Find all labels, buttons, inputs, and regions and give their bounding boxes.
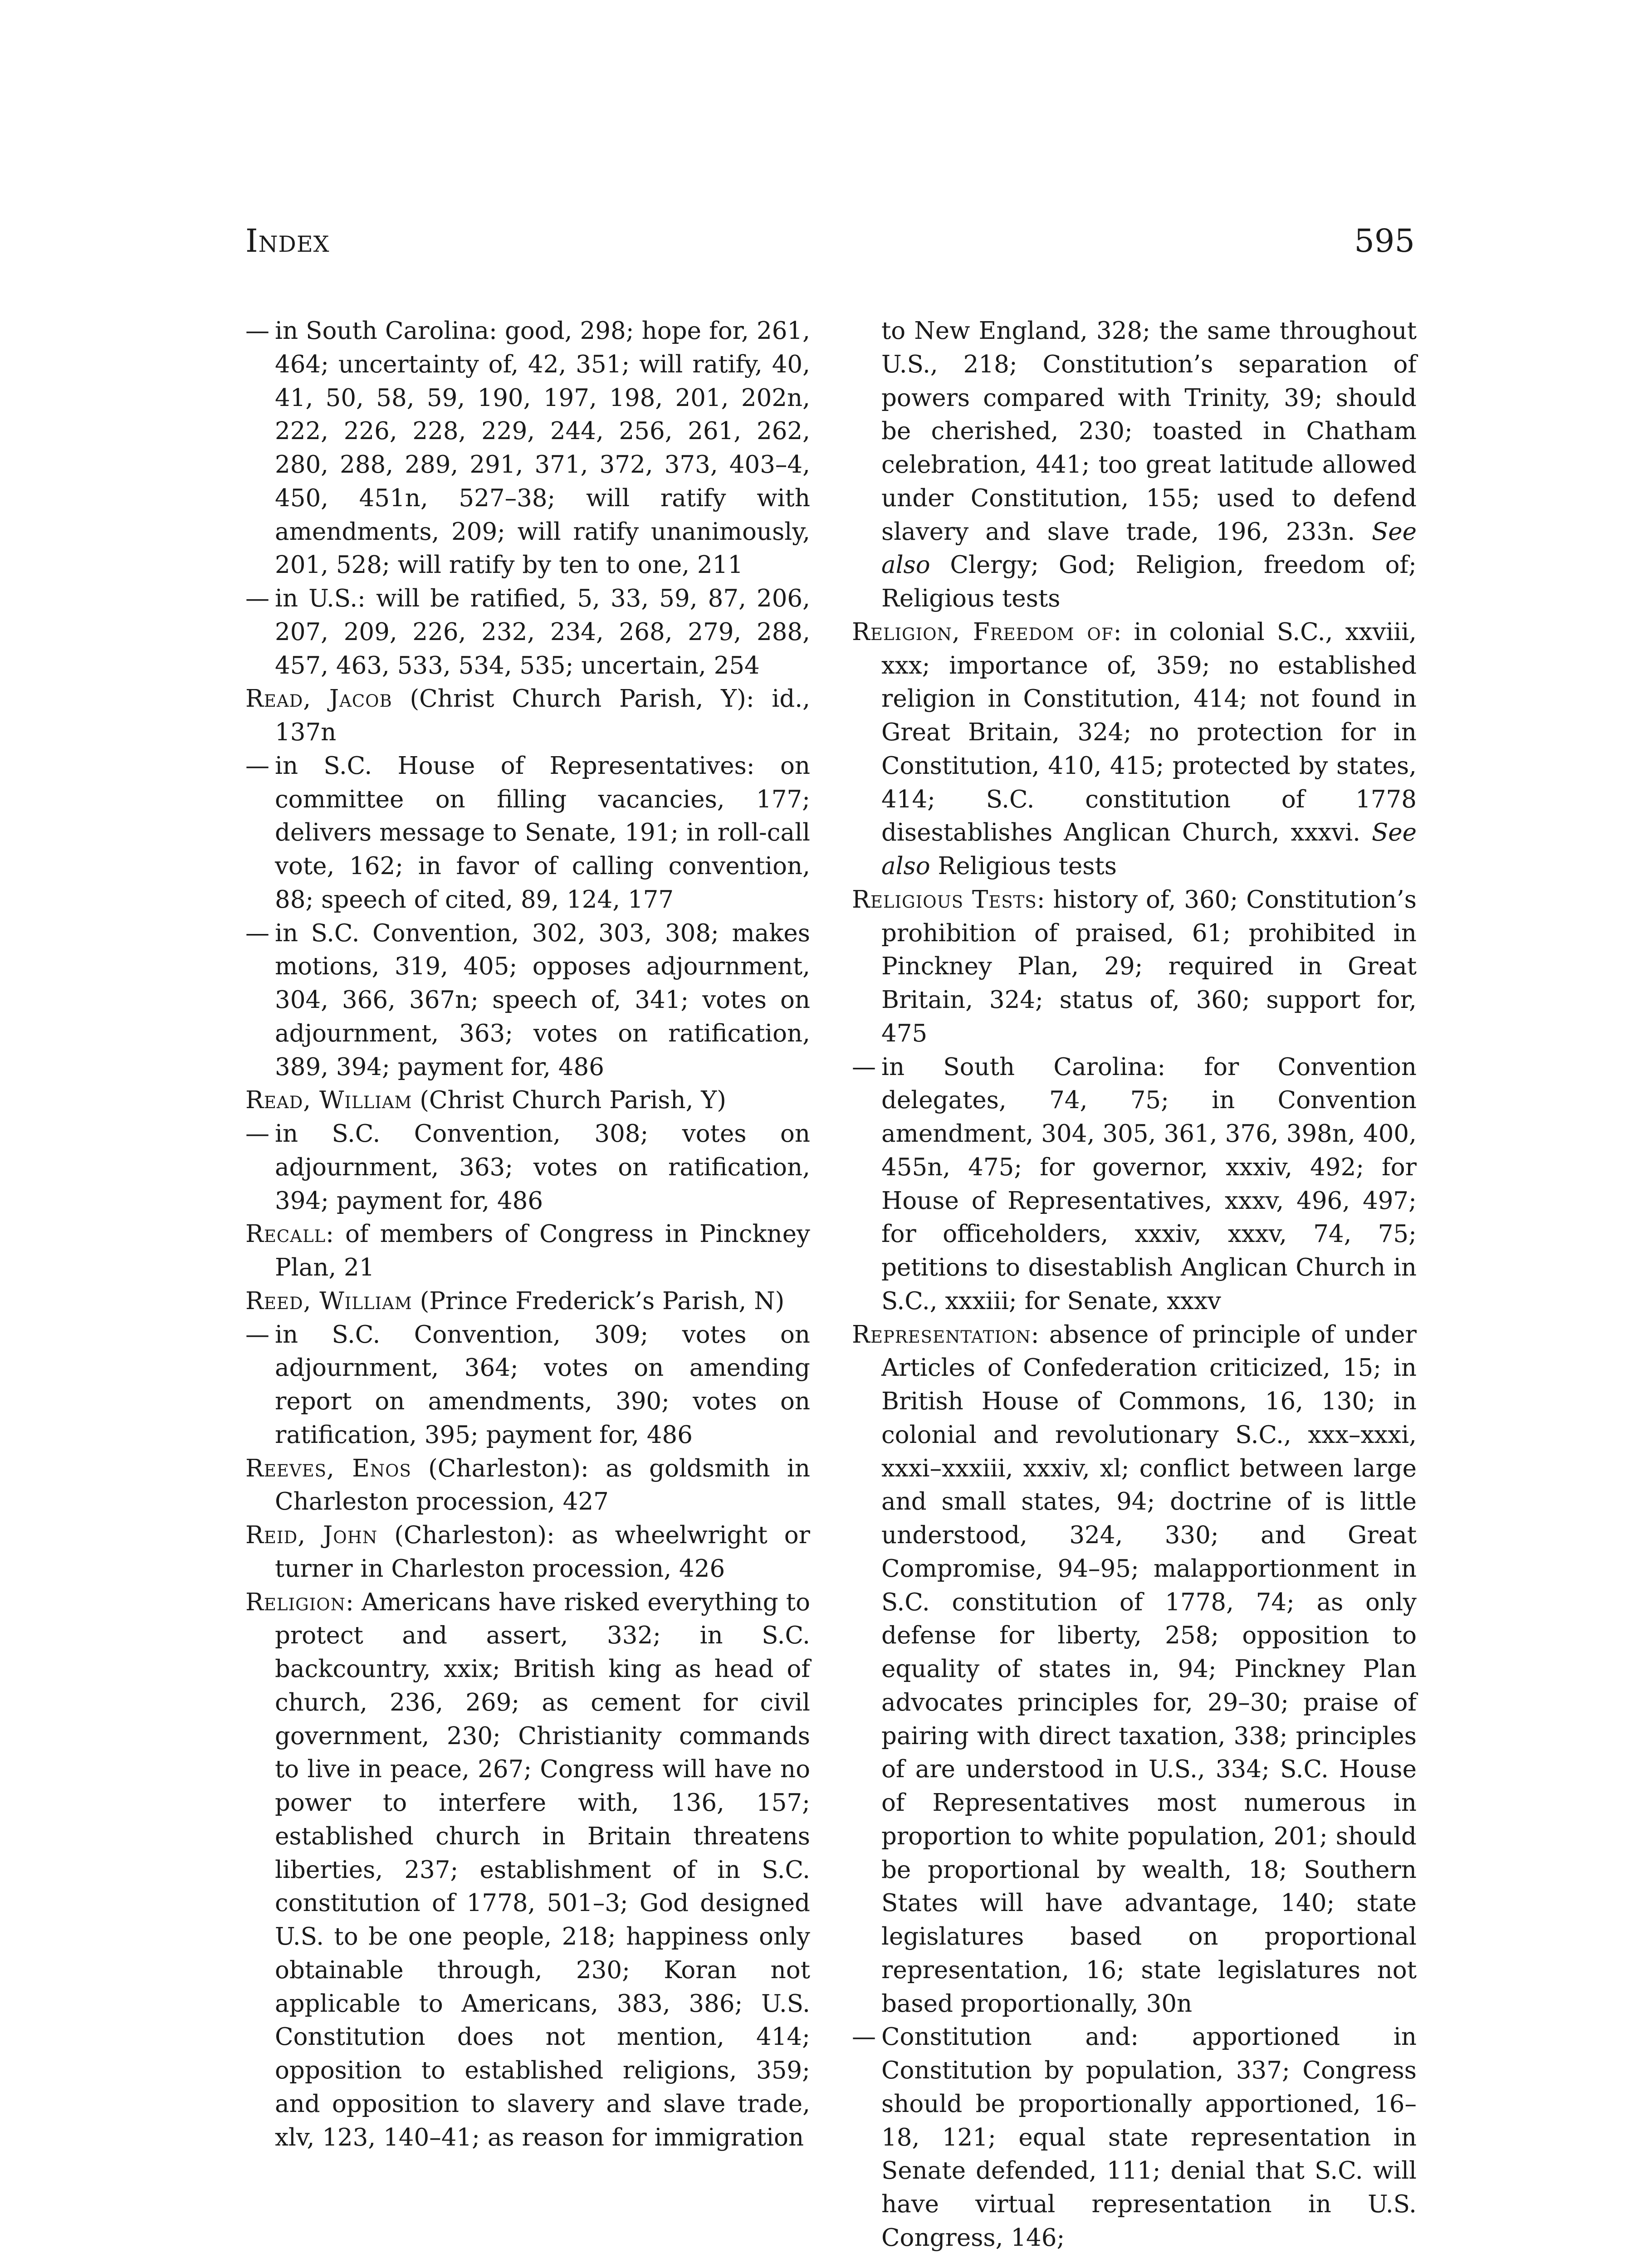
entry-text: : in colonial S.C., xxviii, xxx; importance of, 359; no established religion in Constitution, 414; not found in Great Britain, 324; no protection for in Constitution, 410, 415; protected by states, 414; S.C. constitution of 1778 disestablishes Anglican Church, xxxvi. (881, 618, 1417, 847)
entry-heading: Reed, William (245, 1287, 412, 1315)
index-entry (245, 1084, 810, 1117)
entry-heading: Reid, John (245, 1521, 378, 1549)
index-subentry (245, 917, 810, 1084)
entry-text: to New England, 328; the same throughout U.S., 218; Constitution’s separation of powers compared with Trinity, 39; should be cherished, 230; toasted in Chatham celebration, 441; too great latitude allowed under Constitution, 155; used to defend slavery and slave trade, 196, 233n. (881, 317, 1417, 546)
entry-text: : of members of Congress in Pinckney Plan, 21 (275, 1220, 810, 1281)
entry-text: (Prince Frederick’s Parish, N) (412, 1287, 785, 1315)
page-number: 595 (1354, 222, 1415, 259)
index-subentry (245, 1117, 810, 1217)
entry-heading: Read, Jacob (245, 685, 392, 713)
entry-heading: Religion (245, 1588, 346, 1616)
index-entry (245, 1586, 810, 2155)
entry-text: (Christ Church Parish, Y): id., 137n (275, 685, 811, 746)
entry-heading: Religion, Freedom of (852, 618, 1114, 646)
entry-heading: Recall (245, 1220, 326, 1248)
index-entry (245, 1452, 810, 1519)
left-column (245, 314, 810, 2154)
entry-text: : history of, 360; Constitution’s prohibition of praised, 61; prohibited in Pinckney Plan, 29; required in Great Britain, 324; status of, 360; support for, 475 (881, 885, 1417, 1047)
entry-text: (Charleston): as wheelwright or turner in Charleston procession, 426 (275, 1521, 810, 1583)
subentry-text: Constitution and: apportioned in Constitution by population, 337; Congress should be proportionally apportioned, 16–18, 121; equal state representation in Senate defended, 111; denial that S.C. will have virtual representation in U.S. Congress, 146; (881, 2023, 1417, 2252)
entry-heading: Reeves, Enos (245, 1454, 411, 1482)
index-subentry (245, 314, 810, 582)
entry-heading: Representation (852, 1320, 1031, 1349)
running-head (245, 222, 1415, 272)
entry-heading: Read, William (245, 1086, 412, 1114)
subentry-text: in S.C. Convention, 302, 303, 308; makes motions, 319, 405; opposes adjournment, 304, 366, 367n; speech of, 341; votes on adjournment, 363; votes on ratification, 389, 394; payment for, 486 (275, 919, 810, 1081)
entry-text: : absence of principle of under Articles of Confederation criticized, 15; in British House of Commons, 16, 130; in colonial and revolutionary S.C., xxx–xxxi, xxxi–xxxiii, xxxiv, xl; conflict between large and small states, 94; doctrine of is little understood, 324, 330; and Great Compromise, 94–95; malapportionment in S.C. constitution of 1778, 74; as only defense for liberty, 258; opposition to equality of states in, 94; Pinckney Plan advocates principles for, 29–30; praise of pairing with direct taxation, 338; principles of are understood in U.S., 334; S.C. House of Representatives most numerous in proportion to white population, 201; should be proportional by wealth, 18; Southern States will have advantage, 140; state legislatures based on proportional representation, 16; state legislatures not based proportionally, 30n (881, 1320, 1417, 2018)
em-dash: — (245, 919, 269, 947)
right-column (852, 314, 1417, 2255)
index-subentry (245, 749, 810, 917)
see-also: See also (881, 518, 1417, 579)
index-entry (852, 883, 1417, 1051)
entry-text: (Charleston): as goldsmith in Charleston procession, 427 (275, 1454, 810, 1516)
subentry-text: in South Carolina: good, 298; hope for, 261, 464; uncertainty of, 42, 351; will ratify, 40, 41, 50, 58, 59, 190, 197, 198, 201, 202n, 222, 226, 228, 229, 244, 256, 261, 262, 280, 288, 289, 291, 371, 372, 373, 403–4, 450, 451n, 527–38; will ratify with amendments, 209; will ratify unanimously, 201, 528; will ratify by ten to one, 211 (275, 317, 810, 579)
em-dash: — (245, 317, 269, 345)
em-dash: — (852, 2023, 876, 2051)
running-head-title: Index (245, 222, 330, 259)
subentry-text: in S.C. House of Representatives: on committee on filling vacancies, 177; delivers message to Senate, 191; in roll-call vote, 162; in favor of calling convention, 88; speech of cited, 89, 124, 177 (275, 752, 810, 914)
em-dash: — (245, 1320, 269, 1349)
em-dash: — (245, 585, 269, 612)
subentry-text: in U.S.: will be ratified, 5, 33, 59, 87, 206, 207, 209, 226, 232, 234, 268, 279, 288, 457, 463, 533, 534, 535; uncertain, 254 (275, 585, 810, 679)
index-subentry (245, 1318, 810, 1452)
index-entry (245, 1285, 810, 1318)
entry-text: (Christ Church Parish, Y) (412, 1086, 726, 1114)
entry-heading: Religious Tests (852, 885, 1037, 914)
entry-text: Religious tests (930, 852, 1117, 880)
index-subentry (852, 1051, 1417, 1318)
subentry-text: in S.C. Convention, 309; votes on adjournment, 364; votes on amending report on amendments, 390; votes on ratification, 395; payment for, 486 (275, 1320, 810, 1449)
em-dash: — (245, 1120, 269, 1148)
em-dash: — (852, 1053, 876, 1081)
index-entry (245, 1217, 810, 1285)
index-entry (245, 682, 810, 749)
index-entry (852, 1318, 1417, 2021)
index-subentry (245, 582, 810, 682)
em-dash: — (245, 752, 269, 780)
see-also: See also (881, 819, 1417, 880)
entry-text: : Americans have risked everything to protect and assert, 332; in S.C. backcountry, xxix; British king as head of church, 236, 269; as cement for civil government, 230; Christianity commands to live in peace, 267; Congress will have no power to interfere with, 136, 157; established church in Britain threatens liberties, 237; establishment of in S.C. constitution of 1778, 501–3; God designed U.S. to be one people, 218; happiness only obtainable through, 230; Koran not applicable to Americans, 383, 386; U.S. Constitution does not mention, 414; opposition to established religions, 359; and opposition to slavery and slave trade, xlv, 123, 140–41; as reason for immigration (275, 1588, 810, 2151)
index-entry-continuation (852, 314, 1417, 616)
entry-text: Clergy; God; Religion, freedom of; Religious tests (881, 551, 1417, 612)
index-entry (245, 1519, 810, 1586)
index-entry (852, 616, 1417, 883)
subentry-text: in S.C. Convention, 308; votes on adjournment, 363; votes on ratification, 394; payment for, 486 (275, 1120, 810, 1215)
subentry-text: in South Carolina: for Convention delegates, 74, 75; in Convention amendment, 304, 305, 361, 376, 398n, 400, 455n, 475; for governor, xxxiv, 492; for House of Representatives, xxxv, 496, 497; for officeholders, xxxiv, xxxv, 74, 75; petitions to disestablish Anglican Church in S.C., xxxiii; for Senate, xxxv (881, 1053, 1417, 1315)
index-subentry (852, 2020, 1417, 2254)
